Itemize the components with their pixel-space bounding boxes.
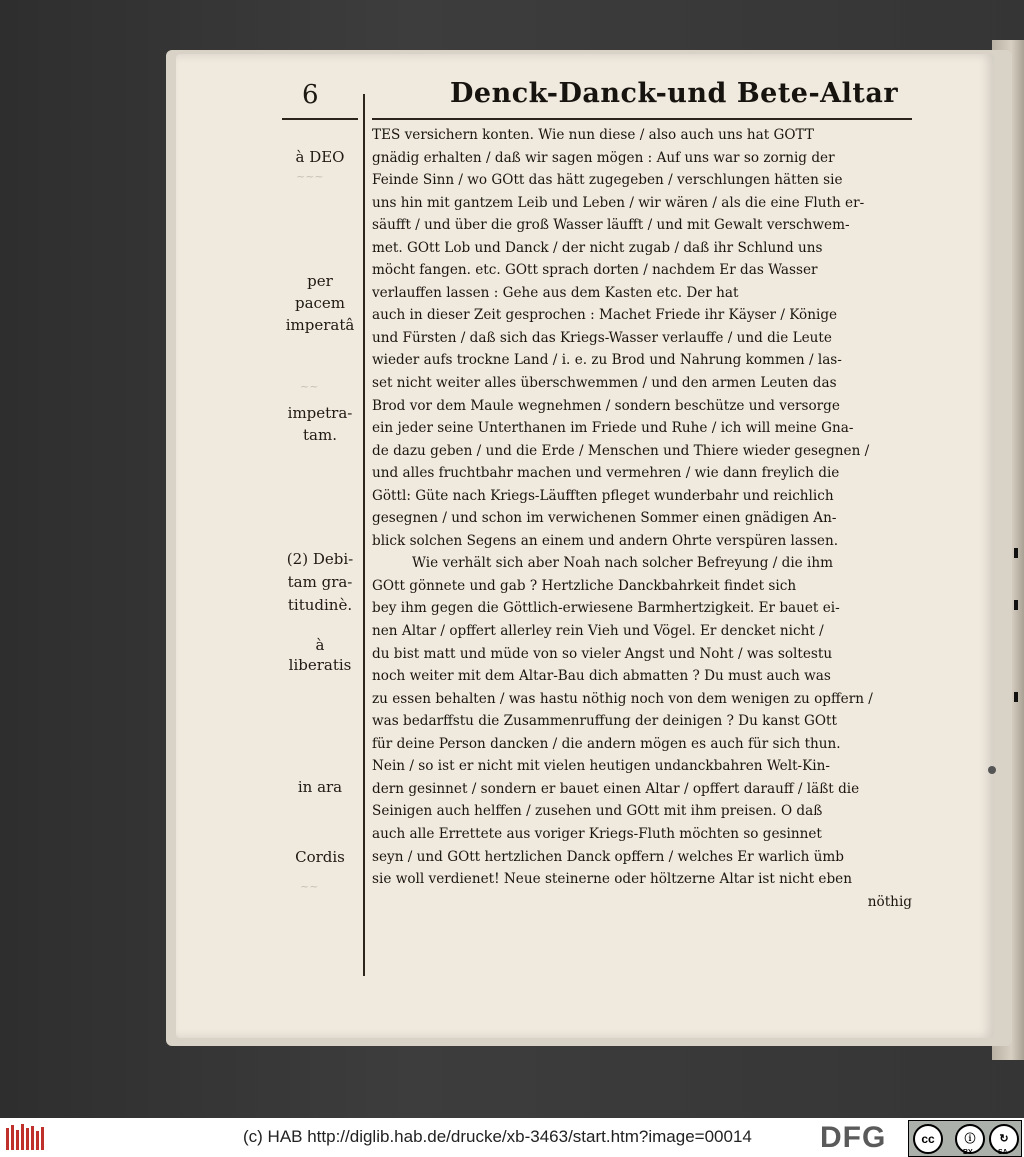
copyright-link[interactable]: (c) HAB http://diglib.hab.de/drucke/xb-3463/start.htm?image=00014: [243, 1127, 752, 1146]
margin-note: liberatis: [288, 656, 352, 674]
margin-note: imperatâ: [285, 316, 355, 334]
text-line: nen Altar / opffert allerley rein Vieh und Vögel. Er dencket nicht /: [372, 623, 824, 640]
text-line: GOtt gönnete und gab ? Hertzliche Danckbahrkeit findet sich: [372, 577, 797, 594]
text-line: Nein / so ist er nicht mit vielen heutigen undanckbahren Welt-Kin-: [372, 758, 830, 775]
text-line: gnädig erhalten / daß wir sagen mögen : Auf uns war so zornig der: [372, 149, 835, 166]
text-line: gesegnen / und schon im verwichenen Sommer einen gnädigen An-: [372, 510, 837, 527]
page-hole: [988, 766, 996, 774]
show-through-text: ~~: [300, 380, 319, 393]
column-rule: [363, 94, 365, 976]
binding-mark: [1014, 692, 1018, 702]
text-line: met. GOtt Lob und Danck / der nicht zugab / daß ihr Schlund uns: [372, 239, 823, 256]
text-line: Feinde Sinn / wo GOtt das hätt zugegeben / verschlungen hätten sie: [372, 172, 843, 189]
cc-icon: cc: [913, 1124, 943, 1154]
text-line: sie woll verdienet! Neue steinerne oder höltzerne Altar ist nicht eben: [372, 871, 852, 888]
text-line: TES versichern konten. Wie nun diese / also auch uns hat GOTT: [372, 127, 814, 143]
margin-note: pacem: [294, 294, 346, 312]
binding-mark: [1014, 600, 1018, 610]
text-line: was bedarffstu die Zusammenruffung der deinigen ? Du kanst GOtt: [372, 713, 837, 730]
cc-label-by: BY: [963, 1149, 973, 1156]
text-line: Wie verhält sich aber Noah nach solcher Befreyung / die ihm: [412, 555, 834, 572]
text-line: dern gesinnet / sondern er bauet einen Altar / opffert darauff / läßt die: [372, 780, 860, 797]
text-line: für deine Person dancken / die andern mögen es auch für sich thun.: [372, 735, 841, 752]
margin-note: tam.: [303, 426, 337, 444]
text-line: de dazu geben / und die Erde / Menschen und Thiere wieder gesegnen /: [372, 442, 870, 459]
text-line: verlauffen lassen : Gehe aus dem Kasten etc. Der hat: [372, 284, 739, 301]
text-line: bey ihm gegen die Göttlich-erwiesene Barmhertzigkeit. Er bauet ei-: [372, 600, 840, 617]
text-line: ein jeder seine Unterthanen im Friede und Ruhe / ich will meine Gna-: [372, 420, 854, 437]
text-line: du bist matt und müde von so vieler Angst und Noht / was soltestu: [372, 645, 833, 662]
text-line: auch in dieser Zeit gesprochen : Machet Friede ihr Käyser / Könige: [372, 307, 838, 324]
text-line: nöthig: [867, 893, 912, 910]
margin-note: in ara: [297, 778, 343, 796]
text-line: Seinigen auch helffen / zusehen und GOtt mit ihm preisen. O daß: [372, 803, 823, 820]
text-line: auch alle Errettete aus voriger Kriegs-Fluth möchten so gesinnet: [372, 825, 822, 842]
text-line: Brod vor dem Maule wegnehmen / sondern beschütze und versorge: [372, 397, 840, 414]
page-number: 6: [302, 80, 319, 110]
text-line: und Fürsten / daß sich das Kriegs-Wasser verlauffe / und die Leute: [372, 329, 832, 346]
text-line: zu essen behalten / was hastu nöthig noch von dem wenigen zu opffern /: [372, 690, 873, 707]
binding-mark: [1014, 548, 1018, 558]
text-line: möcht fangen. etc. GOtt sprach dorten / nachdem Er das Wasser: [372, 262, 818, 279]
text-line: wieder aufs trockne Land / i. e. zu Brod und Nahrung kommen / las-: [372, 352, 842, 369]
text-line: set nicht weiter alles überschwemmen / und den armen Leuten das: [372, 375, 837, 392]
running-head: Denck-Danck-und Bete-Altar: [450, 78, 899, 109]
text-line: blick solchen Segens an einem und andern Ohrte verspüren lassen.: [372, 532, 839, 549]
margin-note: à: [315, 636, 325, 654]
margin-note: per: [307, 272, 333, 290]
margin-head-rule: [282, 118, 358, 120]
share-alike-icon: ↻: [989, 1124, 1019, 1154]
header-rule: [372, 118, 912, 120]
margin-note: à DEO: [295, 148, 345, 166]
show-through-text: ~~: [300, 880, 319, 893]
text-line: und alles fruchtbahr machen und vermehren / wie dann freylich die: [372, 465, 840, 482]
library-logo-icon: [4, 1122, 48, 1153]
text-line: säufft / und über die groß Wasser läufft / und mit Gewalt verschwem-: [372, 217, 850, 234]
show-through-text: ~~~: [296, 170, 324, 183]
margin-note: titudinè.: [287, 596, 353, 614]
margin-note: impetra-: [287, 404, 353, 422]
text-line: noch weiter mit dem Altar-Bau dich abmatten ? Du must auch was: [372, 668, 831, 685]
margin-note: (2) Debi-: [286, 550, 354, 568]
margin-note: tam gra-: [287, 573, 353, 591]
by-attribution-icon: ⓘ: [955, 1124, 985, 1154]
margin-note: Cordis: [295, 848, 345, 866]
cc-label-sa: SA: [998, 1149, 1008, 1156]
text-line: Göttl: Güte nach Kriegs-Läufften pfleget wunderbahr und reichlich: [372, 487, 834, 504]
text-line: seyn / und GOtt hertzlichen Danck opffern / welches Er warlich ümb: [372, 848, 845, 865]
body-text: [372, 124, 912, 913]
viewer-footer: [0, 1118, 1024, 1157]
dfg-logo: DFG: [820, 1121, 887, 1154]
cc-license-badge[interactable]: [908, 1120, 1022, 1157]
text-line: uns hin mit gantzem Leib und Leben / wir wären / als die eine Fluth er-: [372, 194, 865, 211]
